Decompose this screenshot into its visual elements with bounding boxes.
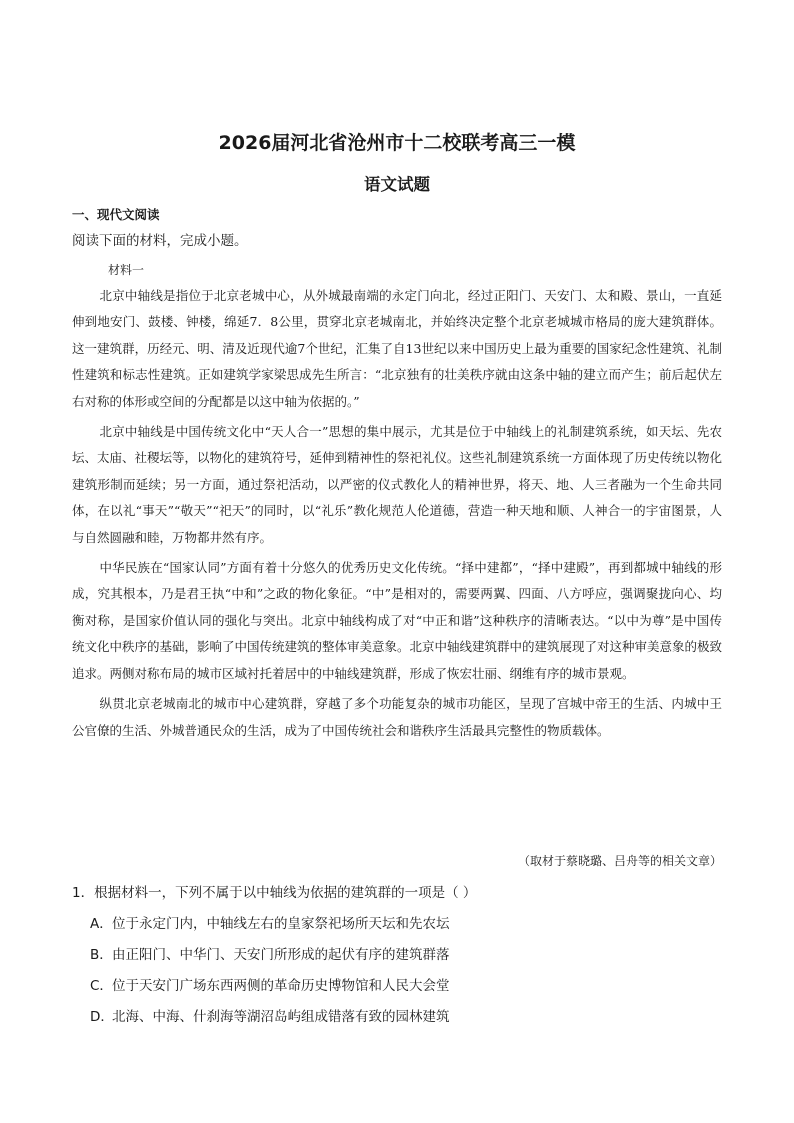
exam-title: 2026届河北省沧州市十二校联考高三一模: [218, 132, 576, 154]
option-text: 北海、中海、什刹海等湖沼岛屿组成错落有致的园林建筑: [112, 1009, 450, 1025]
option-letter: A．: [90, 916, 113, 932]
option-text: 由正阳门、中华门、天安门所形成的起伏有序的建筑群落: [112, 947, 450, 963]
passage-paragraph: 北京中轴线是指位于北京老城中心，从外城最南端的永定门向北，经过正阳门、天安门、太和殿、景山，一直延伸到地安门、鼓楼、钟楼，绵延7．8公里，贯穿北京老城南北，并始终决定整个北京老城城市格局的庞大建筑群体。这一建筑群，历经元、明、清及近现代逾7个世纪，汇集了自13世纪以来中国历史上最为重要的国家纪念性建筑、礼制性建筑和标志性建筑。正如建筑学家梁思成先生所言：“北京独有的壮美秩序就由这条中轴的建立而产生；前后起伏左右对称的体形或空间的分配都是以这中轴为依据的。”: [72, 288, 722, 409]
exam-subtitle: 语文试题: [364, 175, 430, 194]
option-d[interactable]: [72, 1007, 722, 1027]
question-1: [72, 883, 722, 1027]
option-letter: B．: [90, 947, 113, 963]
material-label: 材料一: [108, 263, 145, 277]
passage-paragraph: 中华民族在“国家认同”方面有着十分悠久的优秀历史文化传统。“择中建都”，“择中建殿”，再到都城中轴线的形成，究其根本，乃是君王执“中和”之政的物化象征。“中”是相对的，需要两翼、四面、八方呼应，强调聚拢向心、均衡对称，是国家价值认同的强化与突出。北京中轴线构成了对“中正和谐”这种秩序的清晰表达。“以中为尊”是中国传统文化中秩序的基础，影响了中国传统建筑的整体审美意象。北京中轴线建筑群中的建筑展现了对这种审美意象的极致追求。两侧对称布局的城市区域衬托着居中的中轴线建筑群，形成了恢宏壮丽、纲维有序的城市景观。: [72, 560, 723, 681]
reading-instruction: 阅读下面的材料，完成小题。: [72, 233, 248, 249]
source-citation: （取材于蔡晓璐、吕舟等的相关文章）: [517, 854, 722, 868]
passage-paragraph: 北京中轴线是中国传统文化中“天人合一”思想的集中展示，尤其是位于中轴线上的礼制建筑系统，如天坛、先农坛、太庙、社稷坛等，以物化的建筑符号，延伸到精神性的祭祀礼仪。这些礼制建筑系统一方面体现了历史传统以物化建筑形制而延续；另一方面，通过祭祀活动，以严密的仪式教化人的精神世界，将天、地、人三者融为一个生命共同体，在以礼“事天”“敬天”“祀天”的同时，以“礼乐”教化规范人伦道德，营造一种天地和顺、人神合一的宇宙图景，人与自然圆融和睦，万物都井然有序。: [72, 424, 723, 545]
option-letter: D．: [90, 1009, 114, 1025]
option-text: 位于天安门广场东西两侧的革命历史博物馆和人民大会堂: [112, 978, 450, 994]
option-c[interactable]: [72, 976, 722, 996]
reading-passage: [72, 283, 722, 748]
section-heading: 一、现代文阅读: [72, 207, 160, 222]
option-a[interactable]: [72, 914, 722, 934]
option-letter: C．: [90, 978, 113, 994]
question-stem: 1．根据材料一，下列不属于以中轴线为依据的建筑群的一项是（ ）: [72, 885, 477, 901]
passage-paragraph: 纵贯北京老城南北的城市中心建筑群，穿越了多个功能复杂的城市功能区，呈现了宫城中帝王的生活、内城中王公官僚的生活、外城普通民众的生活，成为了中国传统社会和谐秩序生活最具完整性的物质载体。: [72, 696, 722, 738]
option-b[interactable]: [72, 945, 722, 965]
option-text: 位于永定门内，中轴线左右的皇家祭祀场所天坛和先农坛: [112, 916, 450, 932]
